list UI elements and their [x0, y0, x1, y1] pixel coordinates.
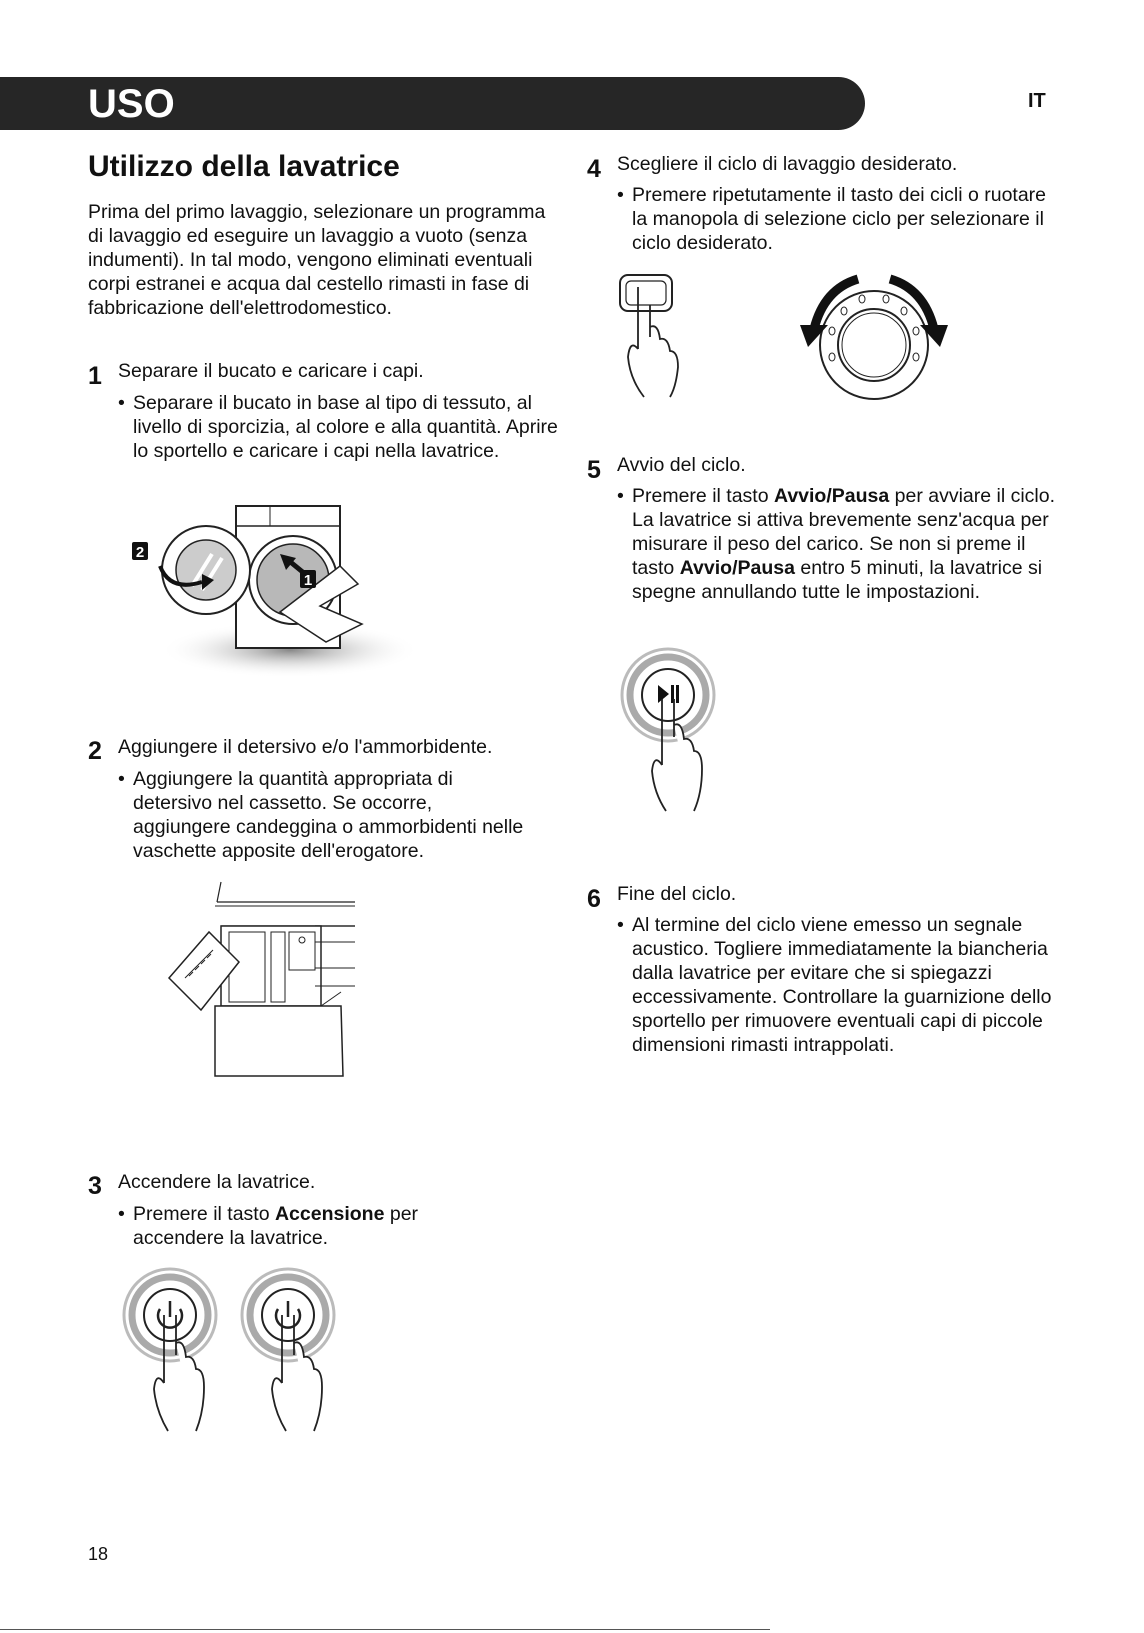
- cycle-dial: [800, 279, 948, 399]
- step-5-number: 5: [587, 456, 601, 484]
- step-5-title: Avvio del ciclo.: [617, 454, 746, 476]
- section-title: USO: [88, 82, 175, 126]
- page-number: 18: [88, 1544, 109, 1564]
- step-2-title: Aggiungere il detersivo e/o l'ammorbidente.: [118, 736, 493, 758]
- cycle-select-illustration: [610, 265, 980, 405]
- step-2-number: 2: [88, 737, 102, 765]
- badge-2-label: 2: [135, 544, 145, 561]
- step-6-number: 6: [587, 885, 601, 913]
- step-3-title: Accendere la lavatrice.: [118, 1171, 316, 1193]
- start-pause-illustration: [615, 645, 725, 815]
- step-6-bullet: • Al termine del ciclo viene emesso un segnale acustico. Togliere immediatamente la biancheria dalla lavatrice per evitare che si spiegazzi eccessivamente. Controllare la guarnizione dello sportello per rimuovere eventuali capi di piccole dimensioni rimasti intrappolati.: [617, 913, 1062, 1057]
- page-heading: Utilizzo della lavatrice: [88, 150, 400, 183]
- step-2-bullet: • Aggiungere la quantità appropriata di detersivo nel cassetto. Se occorre, aggiungere candeggina o ammorbidenti nelle vaschette apposite dell'erogatore.: [118, 767, 533, 863]
- power-buttons-illustration: [120, 1265, 350, 1435]
- step-1-bullet: • Separare il bucato in base al tipo di tessuto, al livello di sporcizia, al colore e alla quantità. Aprire lo sportello e caricare i capi nella lavatrice.: [118, 391, 565, 463]
- step-4-title: Scegliere il ciclo di lavaggio desiderato.: [617, 153, 958, 175]
- bottom-rule: [0, 1629, 770, 1630]
- detergent-drawer-illustration: [165, 880, 365, 1085]
- start-pause-button: [642, 669, 694, 721]
- cycle-button: [620, 275, 678, 397]
- load-laundry-illustration: [130, 500, 430, 690]
- step-1-title: Separare il bucato e caricare i capi.: [118, 360, 424, 382]
- power-button-2: [242, 1269, 334, 1431]
- step-6-title: Fine del ciclo.: [617, 883, 737, 905]
- step-4-bullet: • Premere ripetutamente il tasto dei cicli o ruotare la manopola di selezione ciclo per selezionare il ciclo desiderato.: [617, 183, 1052, 255]
- intro-paragraph: Prima del primo lavaggio, selezionare un programma di lavaggio ed eseguire un lavaggio a vuoto (senza indumenti). In tal modo, vengono eliminati eventuali corpi estranei e acqua dal cestello rimasti in fase di fabbricazione dell'elettrodomestico.: [88, 201, 546, 319]
- step-3-bullet: • Premere il tasto Accensione per accendere la lavatrice.: [118, 1202, 473, 1250]
- badge-1-label: 1: [303, 572, 313, 589]
- power-button-1: [124, 1269, 216, 1431]
- language-code: IT: [1028, 90, 1046, 112]
- step-5-bullet: • Premere il tasto Avvio/Pausa per avviare il ciclo. La lavatrice si attiva brevemente senz'acqua per misurare il peso del carico. Se non si preme il tasto Avvio/Pausa entro 5 minuti, la lavatrice si spegne annullando tutte le impostazioni.: [617, 484, 1062, 604]
- step-4-number: 4: [587, 155, 601, 183]
- step-1-number: 1: [88, 362, 102, 390]
- drawer-front: [215, 1006, 343, 1076]
- step-3-number: 3: [88, 1172, 102, 1200]
